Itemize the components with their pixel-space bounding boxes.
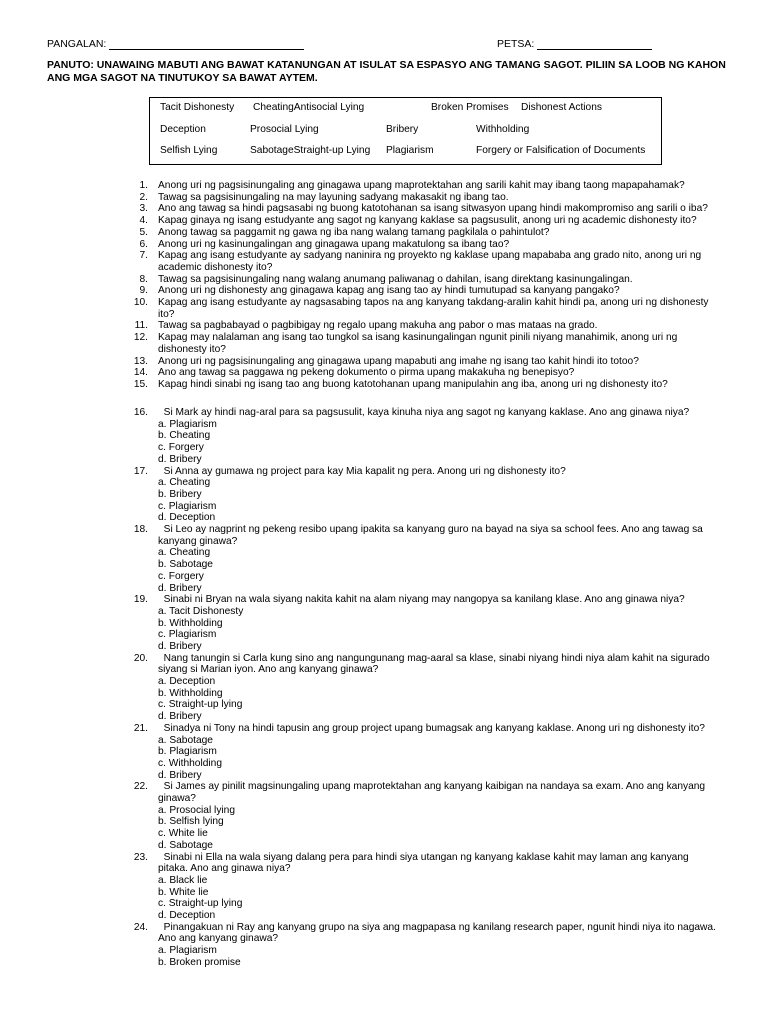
question-number: 20. xyxy=(133,652,148,664)
answer-option[interactable]: c. Straight-up lying xyxy=(158,699,243,711)
question-text: Anong tawag sa paggamit ng gawa ng iba nang walang tamang pagkilala o pahintulot? xyxy=(158,226,550,238)
answer-option[interactable]: b. Cheating xyxy=(158,430,211,442)
question-text: Si Mark ay hindi nag-aral para sa pagsusulit, kaya kinuha niya ang sagot ng kanyang kaklase. Ano ang ginawa niya? xyxy=(158,407,690,418)
question-number: 11. xyxy=(134,320,148,332)
answer-option[interactable]: a. Plagiarism xyxy=(158,945,217,957)
name-label: PANGALAN: xyxy=(47,38,110,50)
choice-item: Dishonest Actions xyxy=(521,102,602,113)
choice-item: Bribery xyxy=(386,124,419,135)
answer-option[interactable]: d. Deception xyxy=(158,910,216,922)
question-text: dishonesty ito? xyxy=(158,343,226,355)
answer-option[interactable]: b. Withholding xyxy=(158,687,223,699)
question-text: ito? xyxy=(158,308,175,320)
question-text: Kapag ang isang estudyante ay sadyang naninira ng proyekto ng kaklase upang mapababa ang grado nito, anong uri ng xyxy=(158,250,702,262)
question-text: Kapag hindi sinabi ng isang tao ang buong katotohanan upang manipulahin ang iba, anong uri ng dishonesty ito? xyxy=(158,378,668,390)
question-number: 16. xyxy=(133,407,148,418)
question-text: Tawag sa pagsisinungaling na may layuning sadyang makasakit ng ibang tao. xyxy=(158,191,509,203)
question-number: 6. xyxy=(139,238,148,250)
question-number: 15. xyxy=(133,378,148,390)
question-text: kanyang ginawa? xyxy=(158,535,238,547)
question-number: 14. xyxy=(133,367,148,379)
question-text: Ano ang tawag sa paggawa ng pekeng dokumento o pirma upang makakuha ng benepisyo? xyxy=(158,367,575,379)
choice-item: Plagiarism xyxy=(386,145,434,156)
question-number: 2. xyxy=(139,191,148,203)
answer-option[interactable]: b. White lie xyxy=(158,886,209,898)
question-text: pitaka. Ano ang ginawa niya? xyxy=(158,863,291,875)
choice-item: CheatingAntisocial Lying xyxy=(253,102,365,113)
question-text: Anong uri ng kasinungalingan ang ginagawa upang makatulong sa ibang tao? xyxy=(158,238,510,250)
question-number: 8. xyxy=(139,273,148,285)
question-number: 3. xyxy=(139,203,148,215)
answer-option[interactable]: b. Plagiarism xyxy=(158,746,217,758)
question-text: Si James ay pinilit magsinungaling upang maprotektahan ang kanyang kaibigan na nandaya sa exam. Ano ang kanyang xyxy=(158,781,706,793)
question-number: 24. xyxy=(133,921,148,933)
answer-option[interactable]: a. Prosocial lying xyxy=(158,804,236,816)
choice-item: Forgery or Falsification of Documents xyxy=(476,145,646,156)
answer-option[interactable]: a. Deception xyxy=(158,676,216,688)
answer-option[interactable]: d. Sabotage xyxy=(158,839,213,851)
question-number: 17. xyxy=(133,465,148,477)
answer-option[interactable]: b. Sabotage xyxy=(158,559,213,571)
question-text: Si Leo ay nagprint ng pekeng resibo upang ipakita sa kanyang guro na bayad na siya sa school fees. Ano ang tawag sa xyxy=(158,524,703,535)
choice-item: SabotageStraight-up Lying xyxy=(250,145,371,156)
question-text: Anong uri ng pagsisinungaling ang ginagawa upang mapabuti ang imahe ng isang tao kahit hindi ito totoo? xyxy=(158,355,639,367)
answer-option[interactable]: b. Broken promise xyxy=(158,956,241,968)
question-text: Tawag sa pagbabayad o pagbibigay ng regalo upang makuha ang pabor o mas mataas na grado. xyxy=(158,320,598,332)
answer-option[interactable]: c. White lie xyxy=(158,828,208,840)
answer-option[interactable]: d. Deception xyxy=(158,512,216,524)
question-text: Si Anna ay gumawa ng project para kay Mia kapalit ng pera. Anong uri ng dishonesty ito? xyxy=(158,465,566,477)
answer-choices-box xyxy=(149,97,662,165)
answer-option[interactable]: c. Forgery xyxy=(158,442,204,454)
answer-option[interactable]: c. Plagiarism xyxy=(158,500,217,512)
question-text: siyang si Marian iyon. Ano ang kanyang ginawa? xyxy=(158,664,379,676)
answer-option[interactable]: d. Bribery xyxy=(158,453,202,465)
choice-item: Broken Promises xyxy=(431,102,509,113)
choice-item: Withholding xyxy=(476,124,530,135)
answer-option[interactable]: a. Black lie xyxy=(158,874,208,886)
answer-option[interactable]: c. Withholding xyxy=(158,757,222,769)
answer-option[interactable]: c. Forgery xyxy=(158,570,204,582)
answer-option[interactable]: a. Sabotage xyxy=(158,734,213,746)
question-number: 22. xyxy=(133,781,148,793)
question-text: Kapag ginaya ng isang estudyante ang sagot ng kanyang kaklase sa pagsusulit, anong uri ng academic dishonesty ito? xyxy=(158,215,697,227)
question-number: 19. xyxy=(133,594,148,606)
answer-option[interactable]: d. Bribery xyxy=(158,640,202,652)
answer-option[interactable]: c. Straight-up lying xyxy=(158,898,243,910)
question-number: 7. xyxy=(139,250,148,262)
question-text: Anong uri ng pagsisinungaling ang ginagawa upang maprotektahan ang sarili kahit may ibang taong mapapahamak? xyxy=(158,180,685,191)
date-label: PETSA: xyxy=(497,38,538,50)
question-text: Kapag ang isang estudyante ay nagsasabing tapos na ang kanyang takdang-aralin kahit hindi pa, anong uri ng dishonesty xyxy=(158,297,709,308)
question-text: academic dishonesty ito? xyxy=(158,261,273,273)
answer-option[interactable]: b. Selfish lying xyxy=(158,816,224,828)
question-text: Sinadya ni Tony na hindi tapusin ang group project upang bumagsak ang kanyang kaklase. Anong uri ng dishonesty ito? xyxy=(158,722,705,734)
question-text: Anong uri ng dishonesty ang ginagawa kapag ang isang tao ay hindi tumutupad sa kanyang pangako? xyxy=(158,285,620,297)
question-text: Sinabi ni Bryan na wala siyang nakita kahit na alam niyang may nangopya sa kanilang klase. Ano ang ginawa niya? xyxy=(158,594,685,606)
question-number: 1. xyxy=(139,180,148,191)
name-field xyxy=(47,38,304,50)
choice-item: Selfish Lying xyxy=(160,145,218,156)
question-number: 18. xyxy=(133,524,148,535)
question-text: Ano ang tawag sa hindi pagsasabi ng buong katotohanan sa isang sitwasyon upang hindi makompromiso ang sarili o iba? xyxy=(158,203,708,215)
answer-option[interactable]: d. Bribery xyxy=(158,769,202,781)
answer-option[interactable]: d. Bribery xyxy=(158,582,202,594)
question-text: Nang tanungin si Carla kung sino ang nangungunang mag-aaral sa klase, sinabi niyang hindi niya alam kahit na sigurado xyxy=(158,652,710,664)
question-text: Kapag may nalalaman ang isang tao tungkol sa isang kasinungalingan ngunit pinili niyang manahimik, anong uri ng xyxy=(158,332,678,344)
answer-option[interactable]: c. Plagiarism xyxy=(158,629,217,641)
choice-item: Tacit Dishonesty xyxy=(160,102,235,113)
answer-option[interactable]: a. Tacit Dishonesty xyxy=(158,605,244,617)
question-text: Tawag sa pagsisinungaling nang walang anumang paliwanag o dahilan, isang direktang kasinungalingan. xyxy=(158,273,633,285)
question-number: 4. xyxy=(139,215,148,227)
name-blank[interactable] xyxy=(109,39,304,50)
choice-item: Prosocial Lying xyxy=(250,124,319,135)
answer-option[interactable]: d. Bribery xyxy=(158,711,202,723)
question-text: Ano ang kanyang ginawa? xyxy=(158,933,279,945)
instructions: PANUTO: UNAWAING MABUTI ANG BAWAT KATANUNGAN AT ISULAT SA ESPASYO ANG TAMANG SAGOT. PILIIN SA LOOB NG KAHON ANG MGA SAGOT NA TINUTUKOY SA BAWAT AYTEM. xyxy=(47,59,726,84)
question-number: 5. xyxy=(139,226,148,238)
date-field xyxy=(497,38,652,50)
question-text: Pinangakuan ni Ray ang kanyang grupo na siya ang magpapasa ng kanilang research paper, ngunit hindi niya ito nagawa. xyxy=(158,921,716,933)
question-text: ginawa? xyxy=(158,793,196,805)
question-number: 13. xyxy=(133,355,148,367)
date-blank[interactable] xyxy=(537,39,652,50)
answer-option[interactable]: a. Plagiarism xyxy=(158,418,217,430)
question-text: Sinabi ni Ella na wala siyang dalang pera para hindi siya utangan ng kanyang kaklase kahit may laman ang kanyang xyxy=(158,851,689,863)
answer-option[interactable]: b. Withholding xyxy=(158,617,223,629)
answer-option[interactable]: a. Cheating xyxy=(158,477,211,489)
question-number: 10. xyxy=(133,297,148,308)
answer-option[interactable]: a. Cheating xyxy=(158,547,211,559)
question-number: 23. xyxy=(133,851,148,863)
question-number: 12. xyxy=(133,332,148,344)
choice-item: Deception xyxy=(160,124,206,135)
question-number: 21. xyxy=(133,722,148,734)
question-number: 9. xyxy=(139,285,148,297)
answer-option[interactable]: b. Bribery xyxy=(158,488,202,500)
